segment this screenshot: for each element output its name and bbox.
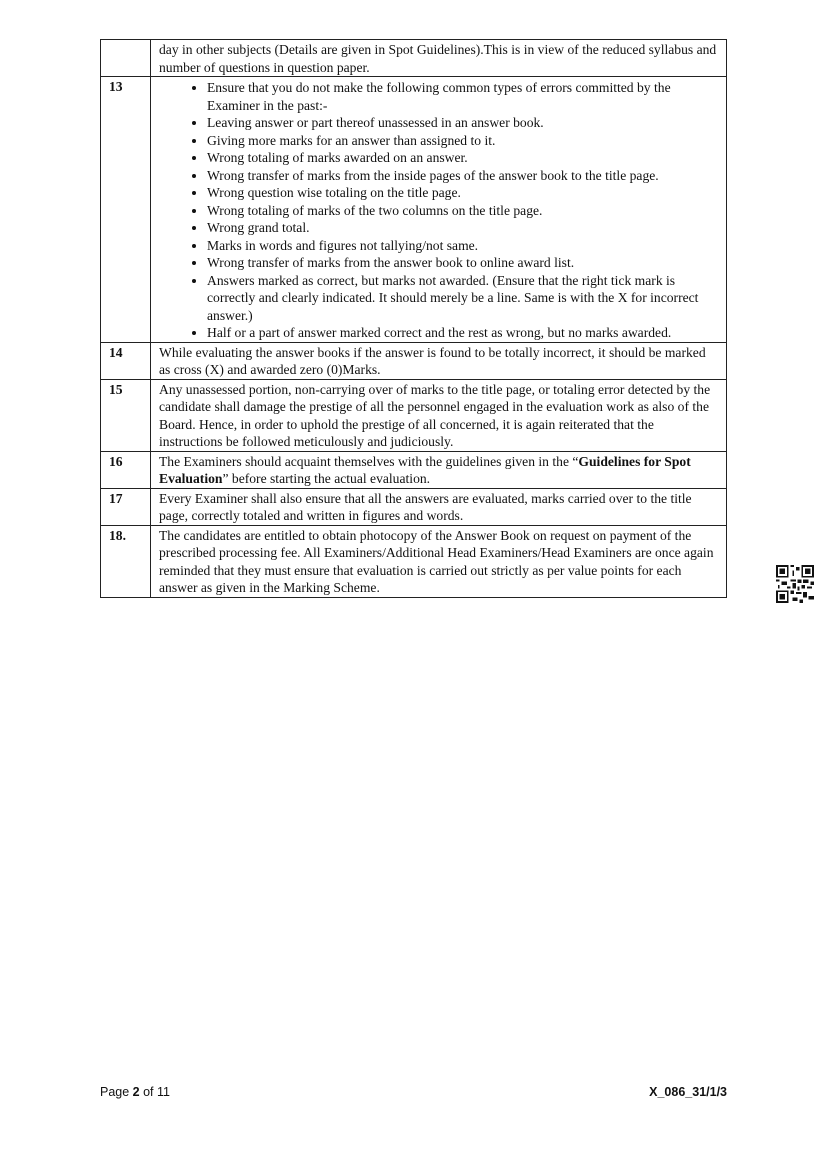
table-row	[101, 488, 727, 525]
list-item: • Wrong question wise totaling on the title page.	[207, 184, 720, 202]
list-item: • Wrong totaling of marks awarded on an answer.	[207, 149, 720, 167]
list-item: • Wrong totaling of marks of the two columns on the title page.	[207, 202, 720, 220]
list-item: • Ensure that you do not make the following common types of errors committed by the Examiner in the past:-	[207, 79, 720, 114]
error-types-list	[159, 79, 720, 342]
list-item: • Giving more marks for an answer than assigned to it.	[207, 132, 720, 150]
page-number	[100, 1085, 170, 1099]
list-item: • Wrong transfer of marks from the inside pages of the answer book to the title page.	[207, 167, 720, 185]
row-text: The candidates are entitled to obtain photocopy of the Answer Book on request on payment of the prescribed processing fee. All Examiners/Additional Head Examiners/Head Examiners are once again reminded that they must ensure that evaluation is carried out strictly as per value points for each answer as given in the Marking Scheme.	[151, 525, 727, 597]
qr-code-icon	[776, 565, 814, 603]
row-text-part: ” before starting the actual evaluation.	[222, 471, 431, 486]
row-number: 18.	[101, 525, 151, 597]
page-label: Page	[100, 1085, 133, 1099]
row-text: Any unassessed portion, non-carrying over of marks to the title page, or totaling error detected by the candidate shall damage the prestige of all the personnel engaged in the evaluation work as also of the Board. Hence, in order to uphold the prestige of all concerned, it is again reiterated that the instructions be followed meticulously and judiciously.	[151, 379, 727, 451]
list-item: • Half or a part of answer marked correct and the rest as wrong, but no marks awarded.	[207, 324, 720, 342]
row-text	[151, 451, 727, 488]
table-row	[101, 77, 727, 343]
list-item: • Wrong transfer of marks from the answer book to online award list.	[207, 254, 720, 272]
table-row	[101, 40, 727, 77]
row-text-part: The Examiners should acquaint themselves with the guidelines given in the “	[159, 453, 579, 469]
list-item: • Wrong grand total.	[207, 219, 720, 237]
page-of-label: of	[139, 1085, 157, 1099]
table-row	[101, 451, 727, 488]
row-text: Every Examiner shall also ensure that all the answers are evaluated, marks carried over to the title page, correctly totaled and written in figures and words.	[151, 488, 727, 525]
document-code: X_086_31/1/3	[649, 1085, 727, 1099]
list-item: • Answers marked as correct, but marks not awarded. (Ensure that the right tick mark is correctly and clearly indicated. It should merely be a line. Same is with the X for incorrect answer.)	[207, 272, 720, 325]
table-row	[101, 525, 727, 597]
row-text: day in other subjects (Details are given in Spot Guidelines).This is in view of the reduced syllabus and number of questions in question paper.	[151, 40, 727, 77]
page-total: 11	[157, 1085, 170, 1099]
table-row	[101, 379, 727, 451]
row-number: 16	[101, 451, 151, 488]
spot-guidelines-title: Guidelines for Spot Evaluation	[159, 453, 691, 486]
row-number: 14	[101, 342, 151, 379]
row-number: 15	[101, 379, 151, 451]
row-number: 13	[101, 77, 151, 343]
list-item: • Leaving answer or part thereof unassessed in an answer book.	[207, 114, 720, 132]
row-number	[101, 40, 151, 77]
table-row	[101, 342, 727, 379]
list-item: • Marks in words and figures not tallying/not same.	[207, 237, 720, 255]
row-text: While evaluating the answer books if the answer is found to be totally incorrect, it should be marked as cross (X) and awarded zero (0)Marks.	[151, 342, 727, 379]
row-text	[151, 77, 727, 343]
page-current: 2	[132, 1085, 140, 1099]
instructions-table	[100, 39, 727, 598]
row-number: 17	[101, 488, 151, 525]
